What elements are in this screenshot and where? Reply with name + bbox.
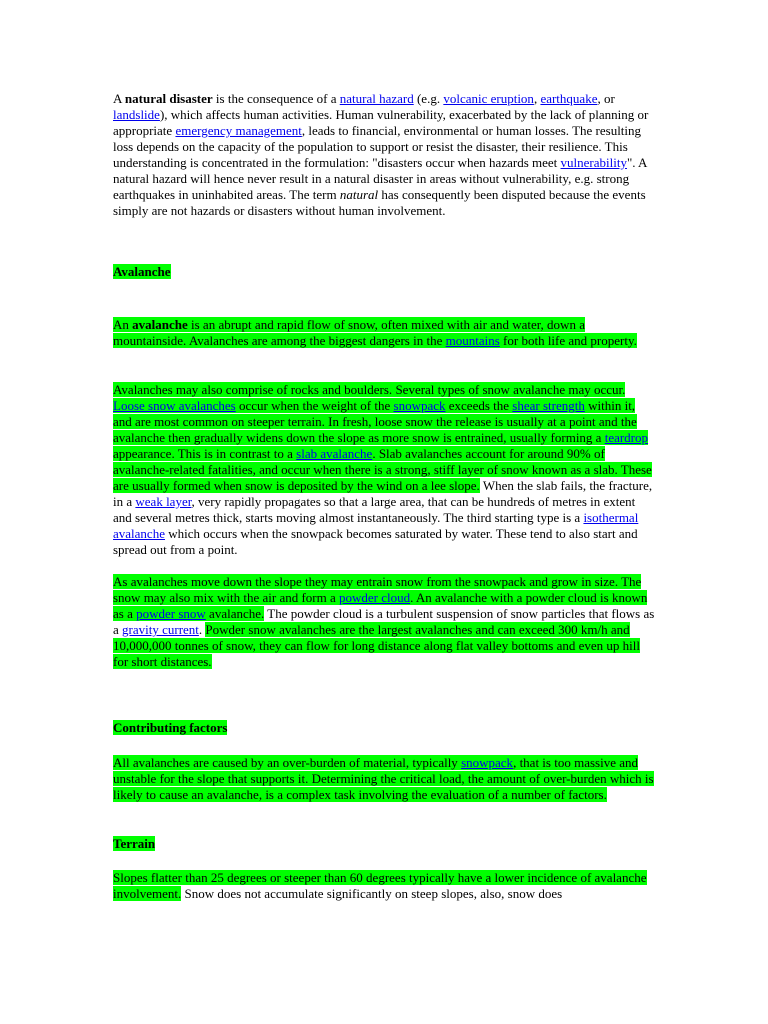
- text-run: is the consequence of a: [212, 91, 340, 106]
- text-run: , very rapidly propagates so that a large area, that can be hundreds of metres in extent and several metres thick, starts moving almost instantaneously. The third starting type is a: [113, 494, 636, 525]
- link-snowpack[interactable]: snowpack: [393, 398, 446, 413]
- text-run: avalanche.: [205, 606, 265, 621]
- heading-terrain: [113, 836, 155, 852]
- highlighted-run: [113, 382, 652, 493]
- text-run: Several types of snow avalanche may occur.: [392, 382, 626, 397]
- text-run: , leads to financial, environmental or human losses. The resulting loss depends on the capacity of the population to support or resist the disaster, their resilience. This understanding is concentrated in the formulation: "disasters occur when hazards meet: [113, 123, 642, 170]
- text-run: within it, and are most common on steeper terrain. In fresh, loose snow the release is usually at a point and the avalanche then gradually widens down the slope as more snow is entrained, usually forming a: [113, 398, 637, 445]
- avalanche-definition-paragraph: [113, 317, 657, 349]
- text-run: appearance. This is in contrast to a: [113, 446, 297, 461]
- text-run: .: [198, 622, 206, 637]
- text-run: ), which affects human activities. Human vulnerability, exacerbated by the lack of planning or appropriate: [113, 107, 649, 138]
- link-powder-cloud[interactable]: powder cloud: [339, 590, 411, 605]
- text-run: is an abrupt and rapid flow of snow, often mixed with air and water, down a mountainside. Avalanches are among the biggest dangers in the: [113, 317, 585, 348]
- link-powder-snow[interactable]: powder snow: [136, 606, 206, 621]
- text-run: , or: [597, 91, 615, 106]
- text-run: ". A natural hazard will hence never result in a natural disaster in areas without vulnerability, e.g. strong earthquakes in uninhabited areas. The term: [113, 155, 647, 202]
- link-weak-layer[interactable]: weak layer: [135, 494, 192, 509]
- text-run: (e.g.: [413, 91, 444, 106]
- link-slab-avalanche[interactable]: slab avalanche: [296, 446, 373, 461]
- link-isothermal-avalanche[interactable]: isothermal avalanche: [113, 510, 639, 541]
- term-natural: natural: [339, 187, 379, 202]
- link-emergency-management[interactable]: emergency management: [175, 123, 302, 138]
- intro-paragraph: [113, 91, 657, 219]
- text-run: which occurs when the snowpack becomes saturated by water. These tend to also start and spread out from a point.: [113, 526, 638, 557]
- link-vulnerability[interactable]: vulnerability: [560, 155, 627, 170]
- text-run: An: [113, 317, 133, 332]
- highlighted-run: [113, 755, 654, 802]
- text-run: ,: [533, 91, 541, 106]
- text-run: , that is too massive and unstable for the slope that supports it. Determining the critical load, the amount of over-burden which is likely to cause an avalanche, is a complex task involving the evaluation of a number of factors.: [113, 755, 654, 802]
- text-run: for both life and property.: [499, 333, 637, 348]
- heading-contributing-factors: [113, 720, 227, 736]
- avalanche-types-paragraph: [113, 382, 657, 558]
- text-run: When the slab fails, the fracture, in a: [113, 478, 653, 509]
- heading-text: Contributing factors: [113, 720, 228, 735]
- highlighted-run: Slopes flatter than 25 degrees or steeper than 60 degrees typically have a lower incidence of avalanche involvement.: [113, 870, 647, 901]
- link-shear-strength[interactable]: shear strength: [512, 398, 585, 413]
- link-volcanic-eruption[interactable]: volcanic eruption: [443, 91, 534, 106]
- link-earthquake[interactable]: earthquake: [540, 91, 598, 106]
- term-avalanche: avalanche: [132, 317, 188, 332]
- link-loose-snow-avalanches[interactable]: Loose snow avalanches: [113, 398, 236, 413]
- heading-text: Avalanche: [113, 264, 171, 279]
- highlighted-run: [113, 317, 637, 348]
- link-landslide[interactable]: landslide: [113, 107, 160, 122]
- link-snowpack[interactable]: snowpack: [461, 755, 514, 770]
- text-run: The powder cloud is a turbulent suspension of snow particles that flows as a: [113, 606, 655, 637]
- link-gravity-current[interactable]: gravity current: [122, 622, 199, 637]
- powder-cloud-paragraph: [113, 574, 657, 670]
- link-natural-hazard[interactable]: natural hazard: [339, 91, 414, 106]
- link-teardrop[interactable]: teardrop: [604, 430, 649, 445]
- heading-text: Terrain: [113, 836, 156, 851]
- text-run: occur when the weight of the: [235, 398, 394, 413]
- text-run: As avalanches move down the slope they may entrain snow from the snowpack and grow in size. The snow may also mix with the air and form a: [113, 574, 642, 605]
- terrain-paragraph: [113, 870, 657, 902]
- highlighted-run: Avalanches may also comprise of rocks and boulders.: [113, 382, 393, 397]
- link-mountains[interactable]: mountains: [445, 333, 500, 348]
- highlighted-run: Powder snow avalanches are the largest avalanches and can exceed 300 km/h and 10,000,000 tonnes of snow, they can flow for long distance along flat valley bottoms and even up hill for short distances.: [113, 622, 640, 669]
- contributing-factors-paragraph: [113, 755, 657, 803]
- text-run: has consequently been disputed because the events simply are not hazards or disasters without human involvement.: [113, 187, 646, 218]
- text-run: . An avalanche with a powder cloud is known as a: [113, 590, 648, 621]
- term-natural-disaster: natural disaster: [124, 91, 213, 106]
- text-run: Snow does not accumulate significantly on steep slopes, also, snow does: [181, 886, 563, 901]
- text-run: All avalanches are caused by an over-burden of material, typically: [113, 755, 462, 770]
- text-run: A: [113, 91, 125, 106]
- text-run: exceeds the: [445, 398, 513, 413]
- text-run: . Slab avalanches account for around 90% of avalanche-related fatalities, and occur when there is a strong, stiff layer of snow known as a slab. These are usually formed when snow is deposited by the wind on a lee slope.: [113, 446, 652, 493]
- heading-avalanche: [113, 264, 171, 280]
